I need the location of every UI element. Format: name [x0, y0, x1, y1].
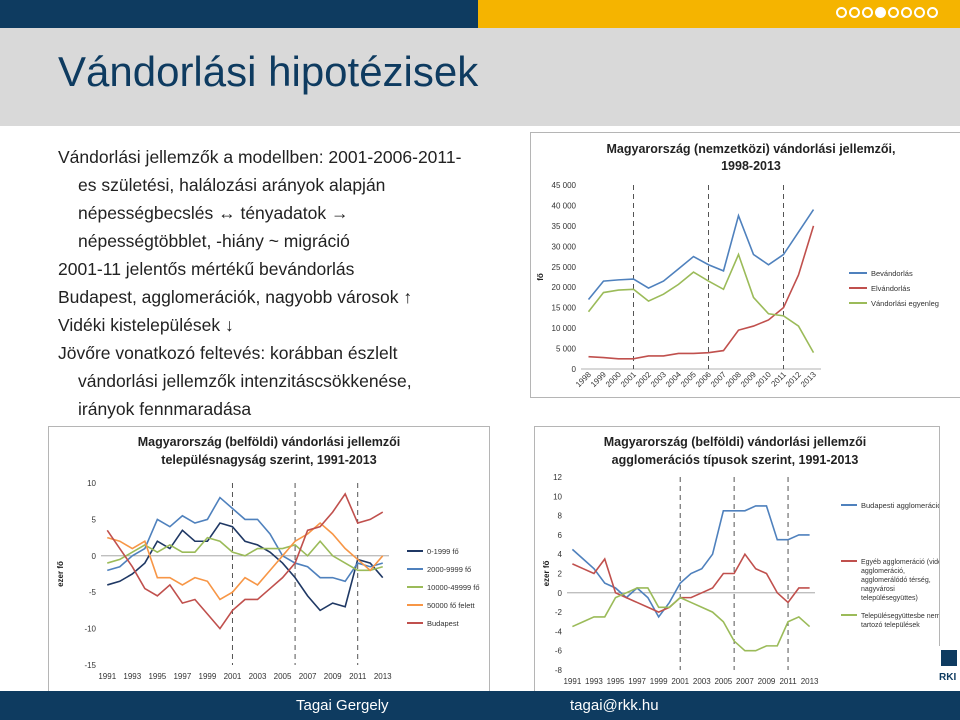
x-tick-label: 2012	[783, 370, 803, 389]
slide-title: Vándorlási hipotézisek	[58, 48, 479, 95]
x-tick-label: 2001	[618, 370, 638, 389]
x-tick-label: 2000	[603, 370, 623, 389]
chart-title: 1998-2013	[721, 159, 781, 173]
x-tick-label: 2007	[298, 672, 317, 681]
x-tick-label: 1997	[173, 672, 192, 681]
y-tick-label: 35 000	[551, 221, 576, 231]
bullet-line: irányok fennmaradása	[78, 399, 252, 419]
x-tick-label: 1995	[148, 672, 167, 681]
legend-label: Településegyüttesbe nem tartozó települések	[861, 613, 939, 629]
y-tick-label: 10	[553, 492, 562, 502]
y-tick-label: -6	[554, 646, 562, 656]
series-line	[572, 506, 809, 617]
x-tick-label: 2002	[633, 370, 653, 389]
x-tick-label: 2003	[692, 677, 711, 686]
series-line	[589, 226, 814, 359]
x-tick-label: 1993	[585, 677, 603, 686]
footer-bar	[0, 691, 960, 720]
logo-text: RKI	[939, 672, 957, 683]
y-tick-label: 5 000	[555, 344, 576, 354]
x-tick-label: 1991	[563, 677, 582, 686]
bullet-line: 2001-11 jelentős mértékű bevándorlás	[58, 259, 355, 279]
bullet-line: vándorlási jellemzők intenzitáscsökkenése,	[78, 371, 412, 391]
x-tick-label: 2003	[248, 672, 267, 681]
y-tick-label: 10 000	[551, 324, 576, 334]
chart-agglomeration	[534, 426, 940, 692]
y-tick-label: 0	[571, 365, 576, 374]
chart-title: Magyarország (belföldi) vándorlási jellemzői	[603, 435, 867, 449]
legend-label: Elvándorlás	[871, 284, 911, 293]
x-tick-label: 2001	[671, 677, 690, 686]
legend-label: Bevándorlás	[871, 269, 913, 278]
y-tick-label: 30 000	[551, 242, 576, 252]
y-tick-label: -4	[554, 627, 562, 637]
y-tick-label: -5	[88, 588, 96, 598]
bullet-line: Budapest, agglomerációk, nagyobb városok ↑	[58, 287, 413, 307]
chart-title: agglomerációs típusok szerint, 1991-2013	[611, 453, 859, 467]
footer-author: Tagai Gergely	[296, 697, 389, 714]
x-tick-label: 2009	[757, 677, 776, 686]
x-tick-label: 2009	[738, 370, 758, 389]
x-tick-label: 1999	[198, 672, 217, 681]
y-tick-label: 45 000	[551, 181, 576, 190]
logo-strip	[938, 646, 960, 691]
y-tick-label: 5	[91, 515, 96, 525]
x-tick-label: 2004	[663, 370, 683, 389]
x-tick-label: 2005	[678, 370, 698, 389]
legend-label: Budapest	[427, 619, 459, 628]
y-tick-label: 12	[553, 473, 562, 482]
x-tick-label: 2007	[708, 370, 728, 389]
x-tick-label: 2013	[798, 370, 818, 389]
bullet-line: Vándorlási jellemzők a modellben: 2001-2006-2011-	[58, 147, 462, 167]
x-tick-label: 2013	[800, 677, 819, 686]
x-tick-label: 2001	[223, 672, 242, 681]
slide-progress-dots	[836, 7, 938, 18]
x-tick-label: 1991	[98, 672, 117, 681]
top-bar-accent	[478, 0, 960, 28]
chart-title: Magyarország (belföldi) vándorlási jellemzői	[137, 435, 401, 449]
bullet-line: Jövőre vonatkozó feltevés: korábban észlelt	[58, 343, 398, 363]
series-line	[589, 210, 814, 300]
footer-email[interactable]: tagai@rkk.hu	[570, 697, 659, 714]
x-tick-label: 2008	[723, 370, 743, 389]
legend-label: Budapesti agglomeráció	[861, 501, 939, 510]
x-tick-label: 2011	[349, 672, 367, 681]
y-axis-label: ezer fő	[56, 561, 65, 587]
y-axis-label: fő	[536, 273, 545, 281]
y-tick-label: 10	[87, 479, 96, 488]
x-tick-label: 2009	[323, 672, 342, 681]
chart-settlement-size	[48, 426, 490, 692]
bullet-line: es születési, halálozási arányok alapján	[78, 175, 386, 195]
logo-icon	[941, 650, 957, 666]
legend-label: 2000-9999 fő	[427, 565, 472, 574]
y-tick-label: 40 000	[551, 201, 576, 211]
y-tick-label: 8	[557, 511, 562, 521]
progress-dot	[862, 7, 873, 18]
legend-label: Egyéb agglomeráció (vidéki agglomeráció, agglomerálódó térség, nagyvárosi településegyüttes)	[861, 559, 939, 602]
y-tick-label: 4	[557, 550, 562, 560]
chart-international	[530, 132, 960, 398]
bullet-line: Vidéki kistelepülések ↓	[58, 315, 234, 335]
x-tick-label: 1999	[588, 370, 608, 389]
series-line	[572, 554, 809, 612]
x-tick-label: 2011	[779, 677, 797, 686]
legend-label: 0-1999 fő	[427, 547, 459, 556]
series-line	[107, 498, 382, 582]
legend-label: Vándorlási egyenleg	[871, 299, 939, 308]
x-tick-label: 1995	[606, 677, 625, 686]
y-tick-label: -15	[84, 661, 96, 670]
y-tick-label: -2	[554, 608, 562, 618]
bullet-line: népességbecslés ↔ tényadatok →	[78, 203, 349, 223]
progress-dot	[927, 7, 938, 18]
y-tick-label: 2	[557, 569, 562, 579]
y-tick-label: 0	[557, 588, 562, 598]
y-tick-label: -8	[554, 666, 562, 675]
chart-agglomeration-svg	[535, 427, 939, 691]
x-tick-label: 2007	[736, 677, 754, 686]
series-line	[107, 523, 382, 610]
y-axis-label: ezer fő	[542, 560, 551, 587]
progress-dot	[836, 7, 847, 18]
legend-label: 50000 fő felett	[427, 601, 475, 610]
progress-dot	[901, 7, 912, 18]
y-tick-label: 6	[557, 530, 562, 540]
x-tick-label: 2006	[693, 370, 713, 389]
x-tick-label: 2003	[648, 370, 668, 389]
progress-dot	[849, 7, 860, 18]
x-tick-label: 2013	[373, 672, 392, 681]
chart-settlement-size-svg	[49, 427, 489, 691]
x-tick-label: 2005	[714, 677, 733, 686]
progress-dot	[914, 7, 925, 18]
x-tick-label: 1993	[123, 672, 142, 681]
bullet-line: népességtöbblet, -hiány ~ migráció	[78, 231, 350, 251]
x-tick-label: 1998	[573, 370, 593, 389]
progress-dot	[888, 7, 899, 18]
chart-title: településnagyság szerint, 1991-2013	[161, 453, 377, 467]
x-tick-label: 2010	[753, 370, 773, 389]
series-line	[589, 255, 814, 353]
chart-title: Magyarország (nemzetközi) vándorlási jellemzői,	[606, 142, 896, 156]
y-tick-label: 25 000	[551, 262, 576, 272]
x-tick-label: 2005	[273, 672, 292, 681]
y-tick-label: 0	[91, 551, 96, 561]
y-tick-label: 20 000	[551, 283, 576, 293]
bullet-list	[58, 143, 528, 423]
y-tick-label: -10	[84, 624, 96, 634]
x-tick-label: 1999	[649, 677, 668, 686]
top-bar	[0, 0, 478, 28]
x-tick-label: 2011	[769, 370, 788, 389]
x-tick-label: 1997	[628, 677, 646, 686]
chart-international-svg	[531, 133, 960, 397]
progress-dot	[875, 7, 886, 18]
y-tick-label: 15 000	[551, 303, 576, 313]
legend-label: 10000-49999 fő	[427, 583, 480, 592]
